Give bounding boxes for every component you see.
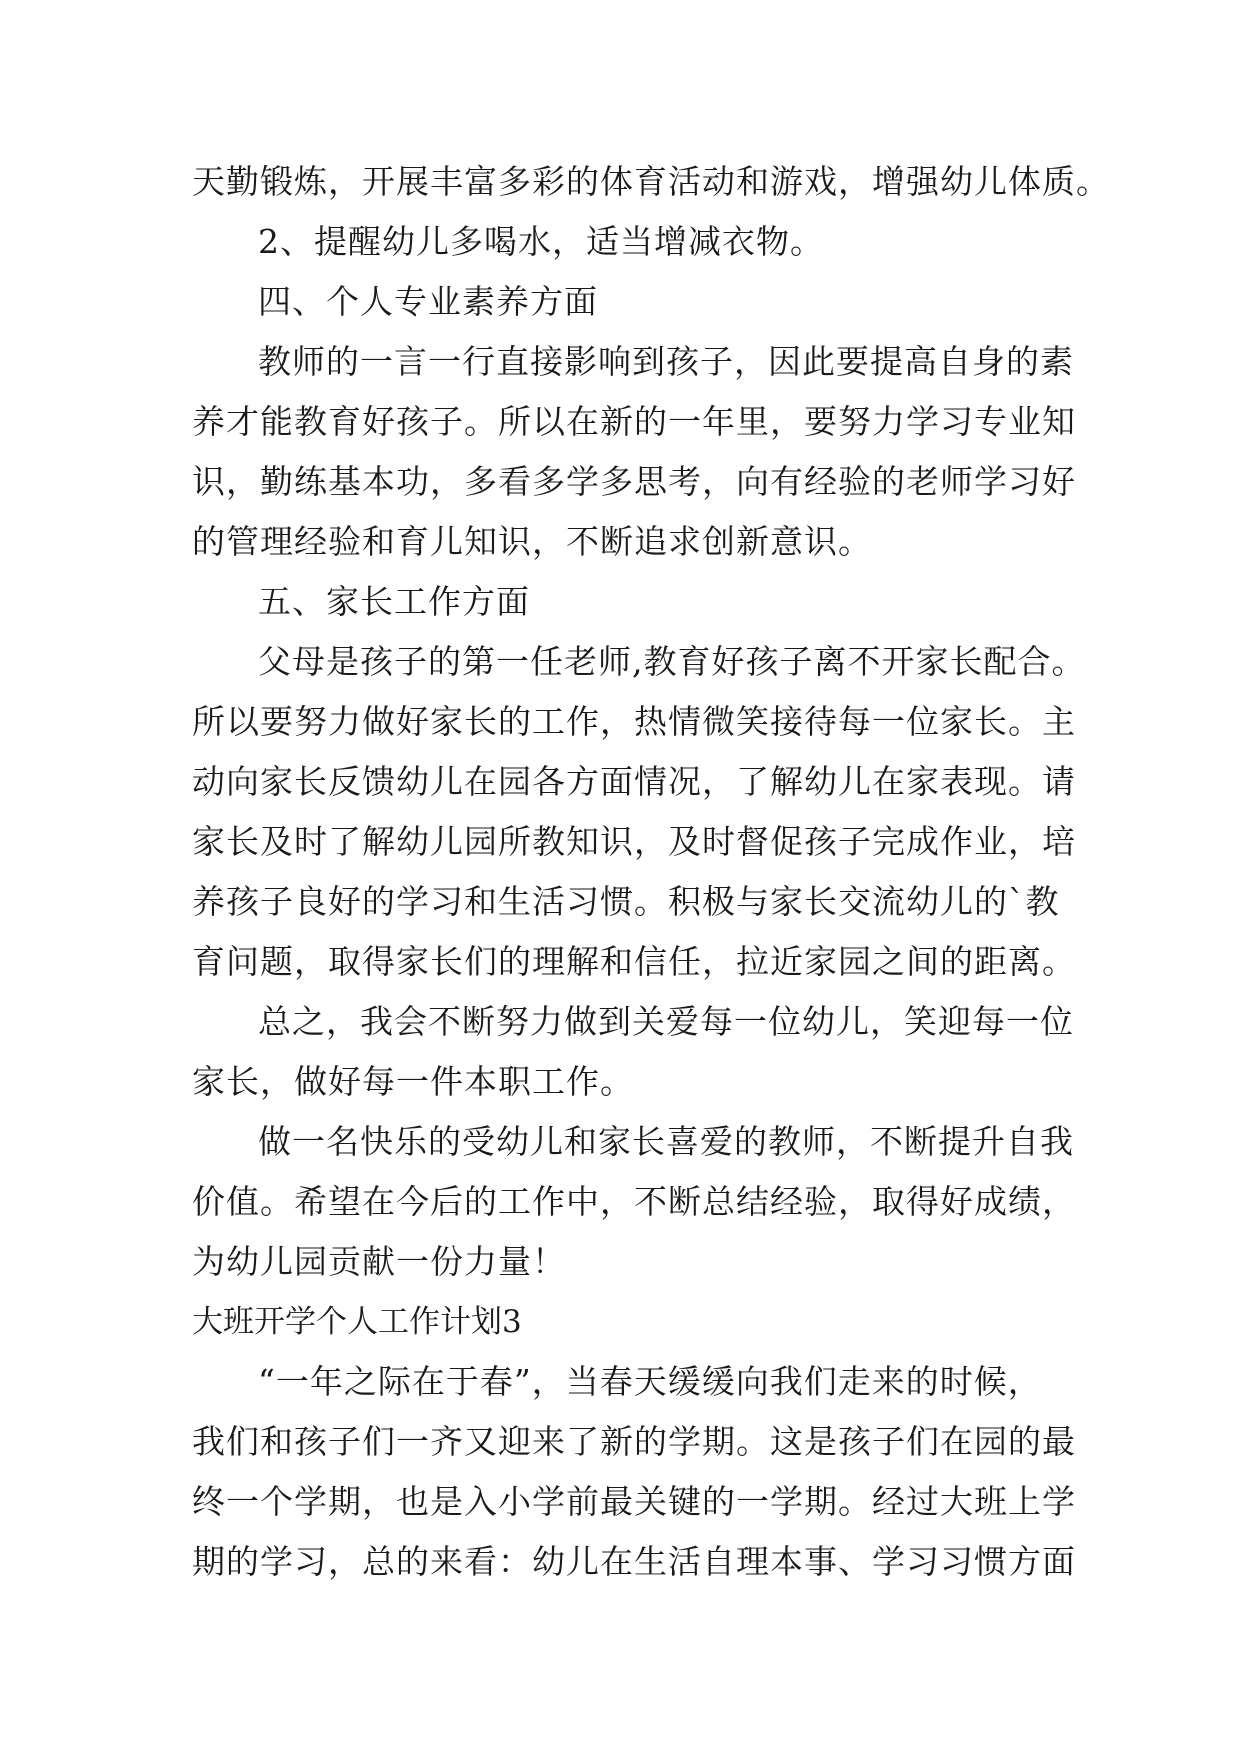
text-line: 总之，我会不断努力做到关爱每一位幼儿，笑迎每一位 [258,1002,1074,1041]
text-line: 价值。希望在今后的工作中，不断总结经验，取得好成绩， [192,1182,1076,1221]
text-line: 识，勤练基本功，多看多学多思考，向有经验的老师学习好 [192,462,1076,501]
text-line: 为幼儿园贡献一份力量！ [192,1242,566,1281]
document-title: 大班开学个人工作计划3 [192,1304,522,1340]
text-line: 天勤锻炼，开展丰富多彩的体育活动和游戏，增强幼儿体质。 [192,162,1110,201]
text-line: 终一个学期，也是入小学前最关键的一学期。经过大班上学 [192,1482,1076,1521]
text-line: 动向家长反馈幼儿在园各方面情况，了解幼儿在家表现。请 [192,762,1076,801]
document-body [192,152,1110,1592]
section-heading: 四、个人专业素养方面 [258,282,598,321]
text-line: 做一名快乐的受幼儿和家长喜爱的教师，不断提升自我 [258,1122,1074,1161]
text-line: 教师的一言一行直接影响到孩子，因此要提高自身的素 [258,342,1074,381]
text-line: 养才能教育好孩子。所以在新的一年里，要努力学习专业知 [192,402,1076,441]
text-line: 我们和孩子们一齐又迎来了新的学期。这是孩子们在园的最 [192,1422,1076,1461]
text-line: 2、提醒幼儿多喝水，适当增减衣物。 [258,222,824,261]
section-heading: 五、家长工作方面 [258,582,530,621]
text-line: “一年之际在于春”，当春天缓缓向我们走来的时候， [258,1362,1042,1401]
text-line: 家长及时了解幼儿园所教知识，及时督促孩子完成作业，培 [192,822,1076,861]
text-line: 的管理经验和育儿知识，不断追求创新意识。 [192,522,872,561]
text-line: 育问题，取得家长们的理解和信任，拉近家园之间的距离。 [192,942,1076,981]
text-line: 期的学习，总的来看：幼儿在生活自理本事、学习习惯方面 [192,1542,1076,1581]
text-line: 家长，做好每一件本职工作。 [192,1062,634,1101]
text-line: 父母是孩子的第一任老师,教育好孩子离不开家长配合。 [258,642,1086,681]
text-line: 所以要努力做好家长的工作，热情微笑接待每一位家长。主 [192,702,1076,741]
text-line: 养孩子良好的学习和生活习惯。积极与家长交流幼儿的`教 [192,882,1060,921]
